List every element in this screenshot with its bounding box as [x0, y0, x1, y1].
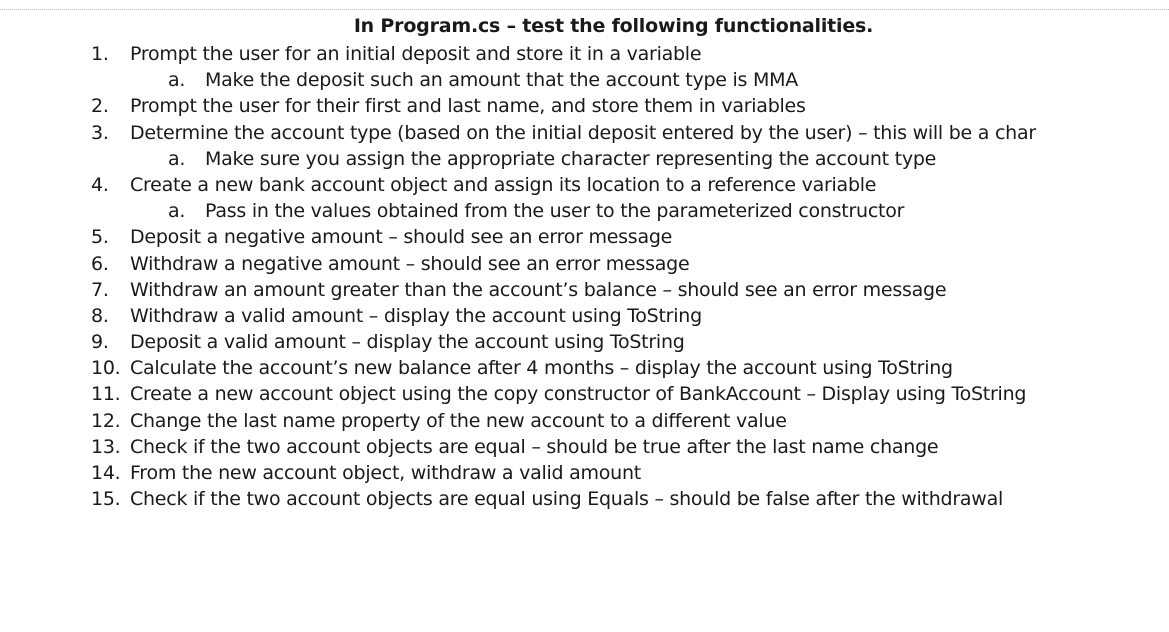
- list-item: [0, 434, 1169, 460]
- list-item-marker: 15.: [91, 488, 121, 511]
- list-item-marker: 2.: [91, 95, 109, 118]
- list-item-text: Withdraw an amount greater than the account’s balance – should see an error message: [130, 278, 947, 301]
- list-item: [0, 460, 1169, 486]
- list-item-text: Change the last name property of the new account to a different value: [130, 409, 787, 432]
- task-list: [0, 41, 1169, 512]
- list-item-text: Determine the account type (based on the initial deposit entered by the user) – this will be a char: [130, 121, 1036, 144]
- list-item-marker: a.: [168, 200, 186, 223]
- list-item-marker: 13.: [91, 435, 121, 458]
- list-item-marker: 9.: [91, 331, 109, 354]
- list-item-marker: 6.: [91, 252, 109, 275]
- list-item-marker: 3.: [91, 121, 109, 144]
- list-item-marker: 10.: [91, 357, 121, 380]
- list-item-marker: a.: [168, 147, 186, 170]
- list-item-text: Deposit a valid amount – display the account using ToString: [130, 331, 685, 354]
- sub-list-item: [0, 146, 1169, 172]
- list-item: [0, 251, 1169, 277]
- list-item-marker: a.: [168, 69, 186, 92]
- list-item-text: Pass in the values obtained from the user to the parameterized constructor: [205, 200, 905, 223]
- list-item-text: Create a new bank account object and assign its location to a reference variable: [130, 173, 877, 196]
- list-item-text: Make the deposit such an amount that the account type is MMA: [205, 69, 799, 92]
- list-item-text: Prompt the user for their first and last name, and store them in variables: [130, 95, 806, 118]
- list-item-marker: 14.: [91, 462, 121, 484]
- list-item-text: Calculate the account’s new balance after 4 months – display the account using ToString: [130, 357, 953, 380]
- list-item-text: From the new account object, withdraw a valid amount: [130, 462, 641, 484]
- list-item: [0, 41, 1169, 67]
- list-item-text: Deposit a negative amount – should see an error message: [130, 226, 673, 249]
- top-divider: [0, 9, 1169, 10]
- list-item: [0, 355, 1169, 381]
- list-item: [0, 224, 1169, 250]
- list-item-text: Withdraw a negative amount – should see an error message: [130, 252, 690, 275]
- list-item-text: Check if the two account objects are equal using Equals – should be false after the withdrawal: [130, 488, 1003, 511]
- sub-list-item: [0, 67, 1169, 93]
- list-item-text: Check if the two account objects are equal – should be true after the last name change: [130, 435, 939, 458]
- list-item-marker: 11.: [91, 383, 121, 406]
- list-item-marker: 7.: [91, 278, 109, 301]
- list-item: [0, 93, 1169, 119]
- list-item-marker: 12.: [91, 409, 121, 432]
- list-item: [0, 486, 1169, 512]
- list-item: [0, 120, 1169, 146]
- list-item-text: Prompt the user for an initial deposit and store it in a variable: [130, 43, 702, 65]
- list-item-text: Make sure you assign the appropriate character representing the account type: [205, 147, 937, 170]
- list-item-text: Create a new account object using the copy constructor of BankAccount – Display using ToString: [130, 383, 1027, 406]
- sub-list-item: [0, 198, 1169, 224]
- list-item-marker: 1.: [91, 43, 109, 65]
- list-item: [0, 277, 1169, 303]
- document-body: [0, 12, 1169, 512]
- list-item-marker: 4.: [91, 173, 109, 196]
- list-item: [0, 381, 1169, 407]
- list-item: [0, 408, 1169, 434]
- list-item: [0, 172, 1169, 198]
- list-item-marker: 5.: [91, 226, 109, 249]
- list-item: [0, 329, 1169, 355]
- list-item-text: Withdraw a valid amount – display the account using ToString: [130, 304, 702, 327]
- list-item-marker: 8.: [91, 304, 109, 327]
- list-item: [0, 303, 1169, 329]
- document-title: In Program.cs – test the following functionalities.: [353, 15, 874, 37]
